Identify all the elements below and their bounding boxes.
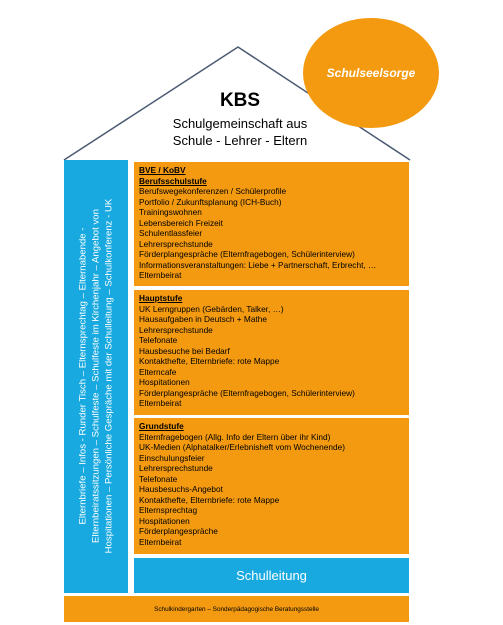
subtitle-line: Schule - Lehrer - Eltern xyxy=(172,133,308,148)
stage-item: Berufswegekonferenzen / Schülerprofile xyxy=(139,186,287,196)
schulleitung-box: Schulleitung xyxy=(134,558,409,593)
stage-panel-grundstufe xyxy=(134,418,409,554)
stage-item: Förderplangespräche xyxy=(139,526,218,536)
stage-item: Kontakthefte, Elternbriefe: rote Mappe xyxy=(139,356,280,366)
stage-item: Telefonate xyxy=(139,473,178,484)
parent-communication-text xyxy=(77,166,116,586)
badge-label: Schulseelsorge xyxy=(326,66,416,80)
stage-item: Lehrersprechstunde xyxy=(139,324,213,335)
stage-item: Hausbesuche bei Bedarf xyxy=(139,345,230,356)
stage-item: Lehrersprechstunde xyxy=(139,463,213,473)
stage-item: Hospitationen xyxy=(139,377,190,387)
column-line: Elternbriefe – Infos - Runder Tisch – Elternsprechtag – Elternabende - xyxy=(77,227,89,525)
stage-item: Portfolio / Zukunftsplanung (ICH-Buch) xyxy=(139,196,282,207)
stage-item: Informationsveranstaltungen: Liebe + Partnerschaft, Erbrecht, … xyxy=(139,259,377,270)
stage-item: Elternsprechtag xyxy=(139,505,198,515)
stage-item: Förderplangespräche (Elternfragebogen, Schülerinterview) xyxy=(139,387,355,398)
stage-item: Hausaufgaben in Deutsch + Mathe xyxy=(139,314,267,324)
stage-item: Trainingswohnen xyxy=(139,207,202,217)
stage-item: Hospitationen xyxy=(139,515,190,526)
stage-item: Elternfragebogen (Allg. Info der Eltern über ihr Kind) xyxy=(139,431,331,442)
stage-heading: Hauptstufe xyxy=(139,293,183,303)
column-line: Hospitationen – Persönliche Gespräche mit der Schulleitung – Schulkonferenz - UK xyxy=(103,198,115,554)
stage-item: Hausbesuchs-Angebot xyxy=(139,484,223,494)
stage-item: Schulentlassfeier xyxy=(139,228,203,238)
stage-item: Kontakthefte, Elternbriefe: rote Mappe xyxy=(139,494,280,505)
column-line: Elternbeiratssitzungen – Schulfeste – Schulfeste im Kirchenjahr – Angebot von xyxy=(90,209,102,543)
foundation-bar: Schulkindergarten – Sonderpädagogische Beratungsstelle xyxy=(64,596,409,622)
stage-item: Elterncafe xyxy=(139,366,177,377)
house-title: KBS xyxy=(219,90,261,111)
stage-item: Förderplangespräche (Elternfragebogen, Schülerinterview) xyxy=(139,249,355,259)
stage-heading: BVE / KoBV xyxy=(139,165,186,175)
stage-item: UK-Medien (Alphatalker/Erlebnisheft vom Wochenende) xyxy=(139,442,345,452)
house-subtitle xyxy=(120,115,360,149)
stage-item: Elternbeirat xyxy=(139,398,182,408)
stage-item: Lebensbereich Freizeit xyxy=(139,217,223,228)
stage-item: Telefonate xyxy=(139,335,178,345)
stage-panel-berufsschulstufe xyxy=(134,162,409,286)
stage-panel-hauptstufe xyxy=(134,290,409,415)
stage-heading: Grundstufe xyxy=(139,421,184,431)
stage-item: Einschulungsfeier xyxy=(139,452,205,463)
stage-item: Lehrersprechstunde xyxy=(139,238,213,249)
stage-heading: Berufsschulstufe xyxy=(139,175,207,186)
stage-item: Elternbeirat xyxy=(139,536,182,547)
stage-item: Elternbeirat xyxy=(139,270,182,280)
subtitle-line: Schulgemeinschaft aus xyxy=(172,116,308,131)
stage-item: UK Lerngruppen (Gebärden, Talker, …) xyxy=(139,303,284,314)
